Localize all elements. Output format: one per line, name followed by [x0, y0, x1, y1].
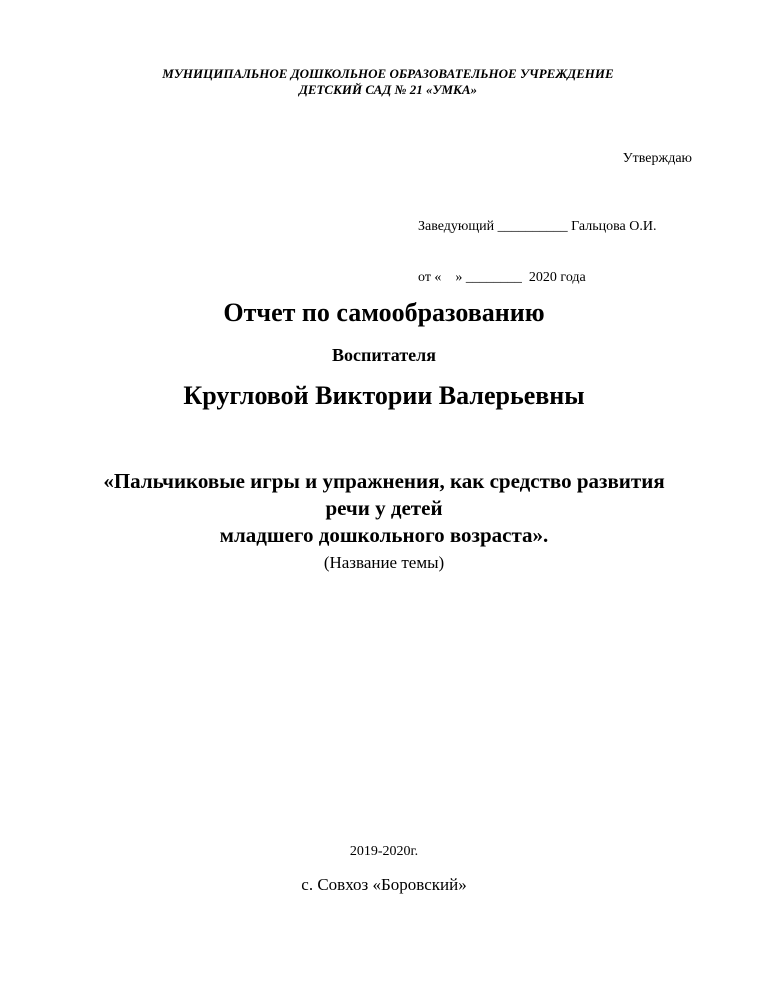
academic-years: 2019-2020г. [349, 844, 419, 859]
approval-label: Утверждаю [622, 151, 692, 166]
report-title: Отчет по самообразованию [223, 298, 545, 327]
topic-caption: (Название темы) [323, 553, 445, 572]
topic-line2: речи у детей [325, 496, 443, 520]
topic-line1: «Пальчиковые игры и упражнения, как средство развития [103, 469, 665, 493]
report-subtitle: Воспитателя [331, 345, 436, 365]
institution-header [0, 66, 768, 98]
approval-date-line: от « » ________ 2020 года [418, 270, 586, 285]
place-name: с. Совхоз «Боровский» [301, 875, 467, 894]
head-signature-line: Заведующий __________ Гальцова О.И. [418, 219, 657, 234]
teacher-name: Кругловой Виктории Валерьевны [183, 381, 585, 410]
institution-name-line1: МУНИЦИПАЛЬНОЕ ДОШКОЛЬНОЕ ОБРАЗОВАТЕЛЬНОЕ УЧРЕЖДЕНИЕ [162, 66, 614, 81]
topic-line3: младшего дошкольного возраста». [219, 523, 549, 547]
topic-title [0, 468, 768, 549]
institution-name-line2: ДЕТСКИЙ САД № 21 «УМКА» [298, 82, 478, 97]
